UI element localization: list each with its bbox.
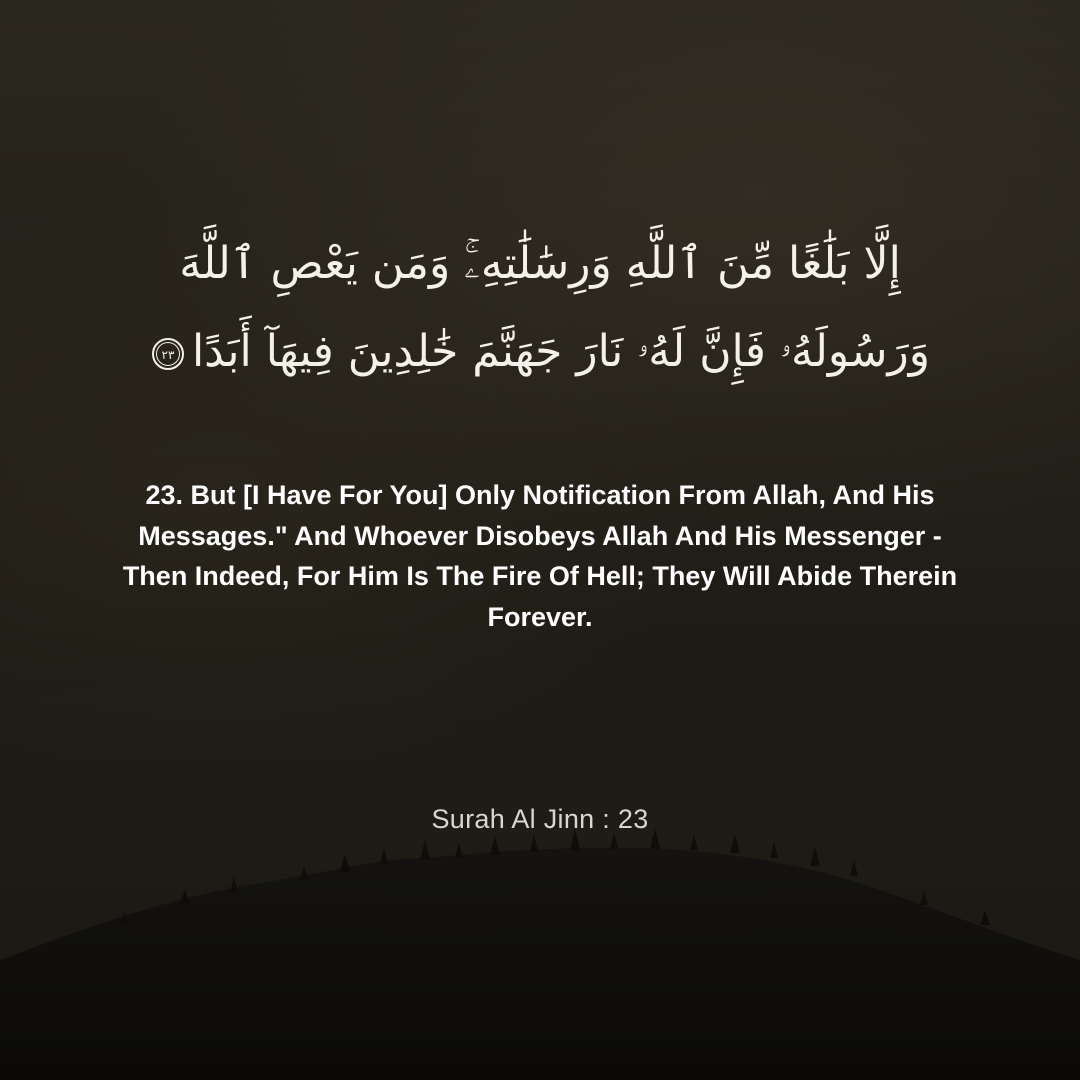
arabic-verse-line-2-text: وَرَسُولَهُۥ فَإِنَّ لَهُۥ نَارَ جَهَنَّمَ خَٰلِدِينَ فِيهَآ أَبَدًا	[191, 326, 931, 377]
arabic-verse	[90, 220, 990, 396]
arabic-verse-line-2	[90, 308, 990, 396]
arabic-verse-line-1: إِلَّا بَلَٰغًا مِّنَ ٱللَّهِ وَرِسَٰلَٰتِهِۦۚ وَمَن يَعْصِ ٱللَّهَ	[179, 238, 901, 289]
verse-reference: Surah Al Jinn : 23	[431, 804, 649, 834]
ayah-number-marker-icon	[150, 336, 186, 372]
verse-translation: 23. But [I Have For You] Only Notification From Allah, And His Messages." And Whoever Disobeys Allah And His Messenger - Then Indeed, For Him Is The Fire Of Hell; They Will Abide Therein Forever.	[122, 480, 958, 632]
ayah-number-label: ٢٣	[161, 348, 175, 362]
